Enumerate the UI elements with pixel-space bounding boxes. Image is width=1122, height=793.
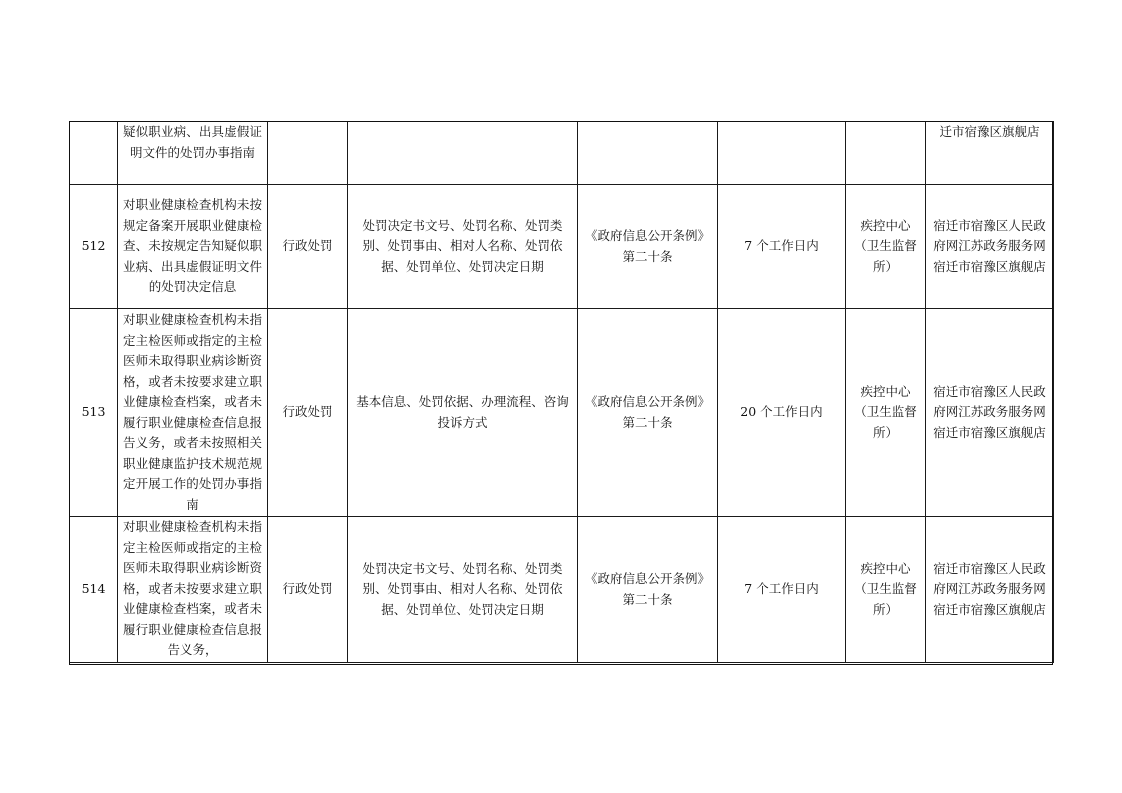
basis-cell (578, 122, 718, 185)
time-limit-cell: 7 个工作日内 (718, 517, 846, 663)
disclosure-table (69, 121, 1054, 663)
category-cell: 行政处罚 (268, 309, 348, 517)
subject-cell: 疾控中心（卫生监督所） (846, 309, 926, 517)
channel-cell: 迁市宿豫区旗舰店 (926, 122, 1054, 185)
table-row (70, 122, 1054, 185)
subject-cell (846, 122, 926, 185)
content-cell: 处罚决定书文号、处罚名称、处罚类别、处罚事由、相对人名称、处罚依据、处罚单位、处罚决定日期 (348, 517, 578, 663)
basis-cell: 《政府信息公开条例》第二十条 (578, 517, 718, 663)
time-limit-cell: 7 个工作日内 (718, 185, 846, 309)
time-limit-cell (718, 122, 846, 185)
content-cell: 基本信息、处罚依据、办理流程、咨询投诉方式 (348, 309, 578, 517)
basis-cell: 《政府信息公开条例》第二十条 (578, 185, 718, 309)
row-number-cell: 513 (70, 309, 118, 517)
time-limit-cell: 20 个工作日内 (718, 309, 846, 517)
subject-cell: 疾控中心（卫生监督所） (846, 517, 926, 663)
category-cell: 行政处罚 (268, 185, 348, 309)
table-row (70, 185, 1054, 309)
row-number-cell: 514 (70, 517, 118, 663)
subject-cell: 疾控中心（卫生监督所） (846, 185, 926, 309)
table-row (70, 517, 1054, 663)
item-name-cell: 对职业健康检查机构未按规定备案开展职业健康检查、未按规定告知疑似职业病、出具虚假证明文件的处罚决定信息 (118, 185, 268, 309)
category-cell: 行政处罚 (268, 517, 348, 663)
item-name-cell: 对职业健康检查机构未指定主检医师或指定的主检医师未取得职业病诊断资格，或者未按要求建立职业健康检查档案，或者未履行职业健康检查信息报告义务，或者未按照相关职业健康监护技术规范规定开展工作的处罚办事指南 (118, 309, 268, 517)
row-number-cell: 512 (70, 185, 118, 309)
content-cell: 处罚决定书文号、处罚名称、处罚类别、处罚事由、相对人名称、处罚依据、处罚单位、处罚决定日期 (348, 185, 578, 309)
item-name-cell: 对职业健康检查机构未指定主检医师或指定的主检医师未取得职业病诊断资格，或者未按要求建立职业健康检查档案，或者未履行职业健康检查信息报告义务， (118, 517, 268, 663)
table-row (70, 309, 1054, 517)
basis-cell: 《政府信息公开条例》第二十条 (578, 309, 718, 517)
content-cell (348, 122, 578, 185)
channel-cell: 宿迁市宿豫区人民政府网江苏政务服务网宿迁市宿豫区旗舰店 (926, 309, 1054, 517)
channel-cell: 宿迁市宿豫区人民政府网江苏政务服务网宿迁市宿豫区旗舰店 (926, 517, 1054, 663)
category-cell (268, 122, 348, 185)
channel-cell: 宿迁市宿豫区人民政府网江苏政务服务网宿迁市宿豫区旗舰店 (926, 185, 1054, 309)
item-name-cell: 疑似职业病、出具虚假证明文件的处罚办事指南 (118, 122, 268, 185)
row-number-cell (70, 122, 118, 185)
